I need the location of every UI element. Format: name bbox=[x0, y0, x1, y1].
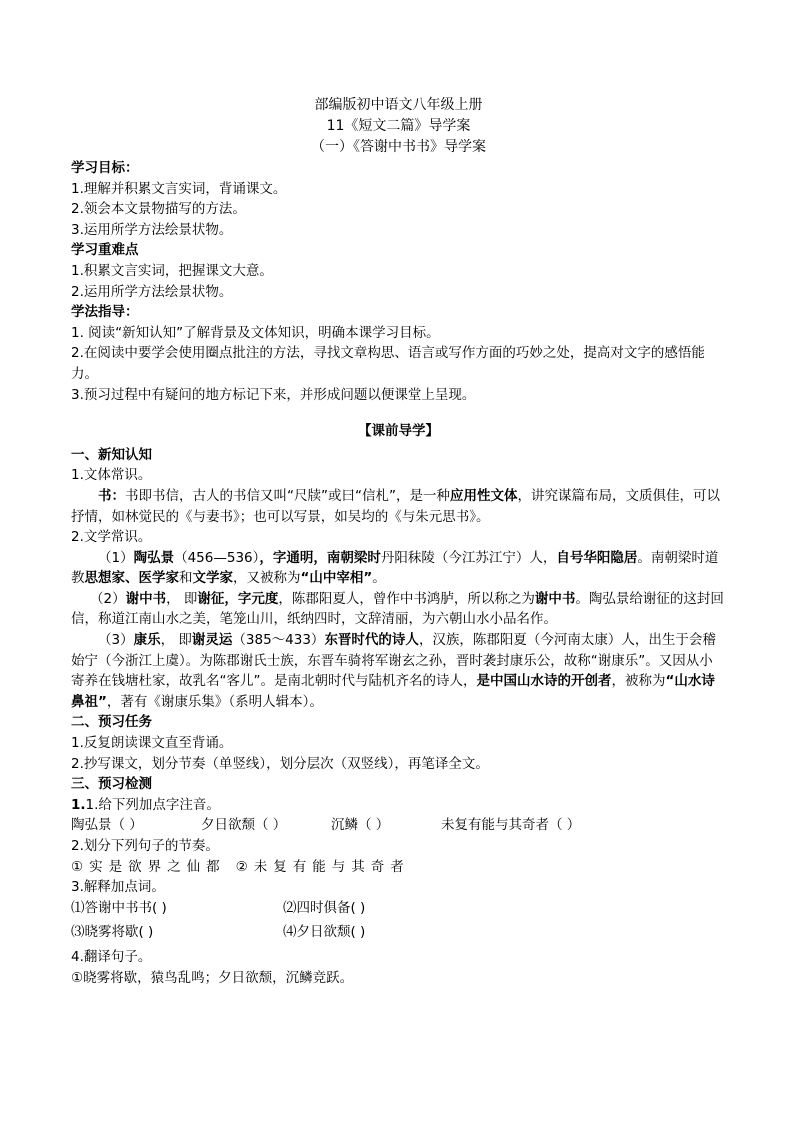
section2-heading: 二、预习任务 bbox=[71, 714, 152, 731]
q3-item: ⑵四时俱备( ) bbox=[283, 899, 366, 916]
goal-item: 2.领会本文景物描写的方法。 bbox=[71, 201, 246, 218]
q2-item: ②未复有能与其奇者 bbox=[235, 858, 410, 875]
kang-num: （3） bbox=[98, 632, 134, 649]
q3-item: ⑴答谢中书书( ) bbox=[71, 899, 167, 916]
tao-origin: 丹阳秣陵（今江苏江宁）人， bbox=[380, 549, 557, 566]
author-xie-paragraph bbox=[71, 589, 726, 630]
q3-row-1 bbox=[71, 898, 726, 919]
tao-writer: 文学家 bbox=[192, 570, 233, 587]
title-line-3: （一）《答谢中书书》导学案 bbox=[311, 139, 486, 155]
q1-item: 夕日欲颓（ ） bbox=[201, 817, 287, 834]
q1-number: 1. bbox=[71, 796, 86, 813]
keypoint-item: 2.运用所学方法绘景状物。 bbox=[71, 283, 233, 300]
q1-item: 沉鳞（ ） bbox=[331, 817, 390, 834]
xie-name: 谢中书 bbox=[125, 590, 167, 607]
q3-item: ⑶晓雾将歇( ) bbox=[71, 924, 154, 941]
tao-hao: 自号华阳隐居 bbox=[556, 549, 638, 566]
genre-bold: 应用性文体 bbox=[449, 487, 518, 504]
section3-heading: 三、预习检测 bbox=[71, 776, 152, 793]
kang-title: “山水诗鼻祖” bbox=[71, 673, 715, 710]
kang-real: 谢灵运 bbox=[191, 632, 233, 649]
guide-heading: 学法指导： bbox=[71, 304, 139, 321]
q3-prompt: 3.解释加点词。 bbox=[71, 879, 165, 896]
kang-years: （385～433） bbox=[232, 632, 325, 649]
q1-items bbox=[71, 815, 726, 836]
tao-called: ，又被称为 bbox=[233, 570, 301, 587]
q3-item: ⑷夕日欲颓( ) bbox=[283, 924, 366, 941]
tao-end: 。 bbox=[372, 570, 386, 587]
kang-name: 康乐 bbox=[133, 632, 161, 649]
q1-item: 未复有能与其奇者（ ） bbox=[441, 817, 581, 834]
preclass-heading: 【课前导学】 bbox=[358, 423, 439, 440]
section1-sub1: 1.文体常识。 bbox=[71, 467, 152, 484]
title-line-2: 11《短文二篇》导学案 bbox=[326, 118, 471, 134]
keypoint-item: 1.积累文言实词，把握课文大意。 bbox=[71, 262, 273, 279]
guide-item: 1. 阅读“新知认知”了解背景及文体知识，明确本课学习目标。 bbox=[71, 324, 440, 341]
q2-items bbox=[71, 857, 726, 878]
worksheet bbox=[71, 95, 726, 988]
kang-text: ，汉族，陈郡阳夏（今河南太康）人，出生于会稽始宁（今浙江上虞）。为陈郡谢氏士族，东晋车骑将军谢玄之孙，晋时袭封康乐公，故称“谢康乐”。又因从小寄养在钱塘杜家，故乳名“客儿”。是南北朝时代与陆机齐名的诗人， bbox=[71, 632, 716, 690]
kang-era: 东晋时代的诗人 bbox=[324, 632, 419, 649]
keypoints-heading: 学习重难点 bbox=[71, 242, 139, 259]
q4-prompt: 4.翻译句子。 bbox=[71, 948, 152, 965]
q3-row-2 bbox=[71, 922, 726, 943]
xie-title: 谢中书 bbox=[534, 590, 576, 607]
tao-years: （456—536） bbox=[174, 549, 260, 566]
tao-name: 陶弘景 bbox=[133, 549, 175, 566]
xie-ji: ， 即 bbox=[166, 590, 198, 607]
tao-roles: 思想家、医学家 bbox=[84, 570, 179, 587]
xie-end: 。陶弘景给谢征的这封回信，称道江南山水之美，笔笼山川，纸纳四时，文辞清丽，为六朝山水小品名作。 bbox=[71, 590, 724, 628]
guide-item: 3.预习过程中有疑问的地方标记下来，并形成问题以便课堂上呈现。 bbox=[71, 386, 476, 403]
tao-num: （1） bbox=[98, 549, 134, 566]
page-title bbox=[71, 95, 726, 158]
q1-item: 陶弘景（ ） bbox=[71, 817, 143, 834]
section1-sub2: 2.文学常识。 bbox=[71, 529, 152, 546]
q2-item: ①实是欲界之仙都 bbox=[71, 858, 226, 875]
q1-prompt bbox=[71, 795, 726, 816]
goal-item: 3.运用所学方法绘景状物。 bbox=[71, 221, 233, 238]
tao-title: “山中宰相” bbox=[300, 570, 373, 587]
genre-paragraph bbox=[71, 486, 726, 527]
title-line-1: 部编版初中语文八年级上册 bbox=[314, 97, 483, 113]
task-item: 1.反复朗读课文直至背诵。 bbox=[71, 735, 233, 752]
guide-item: 2.在阅读中要学会使用圈点批注的方法，寻找文章构思、语言或写作方面的巧妙之处，提高对文字的感悟能力。 bbox=[71, 345, 705, 382]
goal-item: 1.理解并积累文言实词，背诵课文。 bbox=[71, 180, 287, 197]
kang-founder: 是中国山水诗的开创者 bbox=[476, 673, 612, 690]
author-tao-paragraph bbox=[71, 548, 726, 589]
genre-text: 书即书信，古人的书信又叫“尺牍”或曰“信札”，是一种 bbox=[125, 487, 450, 504]
goals-heading: 学习目标： bbox=[71, 160, 139, 176]
tao-zi: ，字通明，南朝梁时 bbox=[259, 549, 381, 566]
task-item: 2.抄写课文，划分节奏（单竖线），划分层次（双竖线），再笔译全文。 bbox=[71, 755, 489, 772]
author-kang-paragraph bbox=[71, 630, 726, 712]
kang-ji: ， 即 bbox=[160, 632, 192, 649]
q4-item: ①晓雾将歇，猿鸟乱鸣；夕日欲颓，沉鳞竞跃。 bbox=[71, 969, 354, 986]
kang-called: ，被称为 bbox=[611, 673, 666, 690]
xie-text: ，陈郡阳夏人，曾作中书鸿胪，所以称之为 bbox=[278, 590, 535, 607]
genre-text-end: ，讲究谋篇布局，文质俱佳，可以抒情，如林觉民的《与妻书》；也可以写景，如吴均的《与朱元思书》。 bbox=[71, 487, 720, 525]
tao-and: 和 bbox=[179, 570, 193, 587]
xie-num: （2） bbox=[90, 590, 126, 607]
xie-zi: 谢征，字元度 bbox=[197, 590, 279, 607]
tao-text: 。南朝梁时道教 bbox=[71, 549, 719, 587]
q1-text: 1.给下列加点字注音。 bbox=[85, 796, 220, 813]
kang-end: ，著有《谢康乐集》（系明人辑本）。 bbox=[106, 693, 323, 710]
q2-prompt: 2.划分下列句子的节奏。 bbox=[71, 838, 219, 854]
genre-term: 书： bbox=[98, 487, 125, 504]
section1-heading: 一、新知认知 bbox=[71, 446, 152, 463]
